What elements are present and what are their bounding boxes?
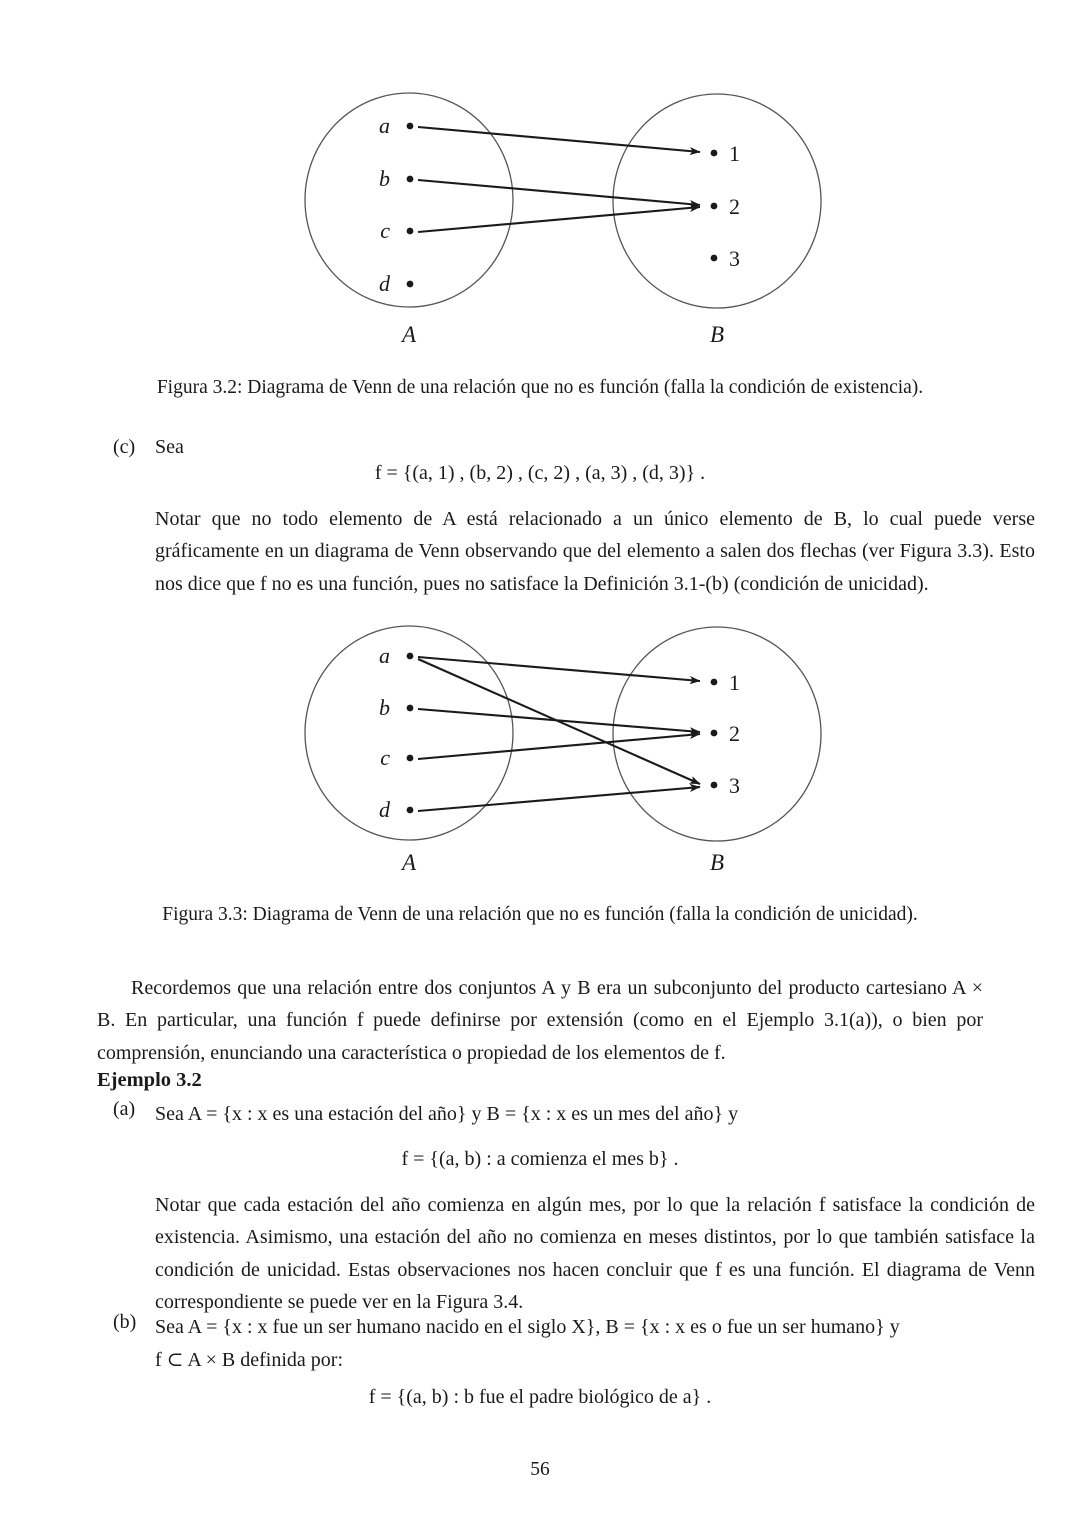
set-label-b: B — [709, 322, 725, 347]
figure-3-3-caption: Figura 3.3: Diagrama de Venn de una relación que no es función (falla la condición de unicidad). — [162, 904, 918, 925]
item-c-paragraph: Notar que no todo elemento de A está relacionado a un único elemento de B, lo cual puede verse gráficamente en un diagrama de Venn observando que del elemento a salen dos flechas (ver Figura 3.3). Esto nos dice que f no es una función, pues no satisface la Definición 3.1-(b) (condición de unicidad). — [155, 508, 1035, 595]
element-label-2: 2 — [729, 721, 740, 746]
element-dot-d — [407, 281, 414, 288]
element-dot-b — [407, 705, 414, 712]
element-label-d: d — [379, 271, 390, 296]
item-b-formula: f = {(a, b) : b fue el padre biológico de a} . — [368, 1386, 712, 1408]
element-dot-c — [407, 228, 414, 235]
element-label-b: b — [379, 166, 390, 191]
element-label-a: a — [379, 643, 390, 668]
set-label-b: B — [709, 850, 725, 875]
element-label-a: a — [379, 113, 390, 138]
item-c-formula: f = {(a, 1) , (b, 2) , (c, 2) , (a, 3) , (d, 3)} . — [374, 462, 706, 484]
arrow-b-to-2 — [418, 180, 700, 205]
element-dot-b — [407, 176, 414, 183]
figure-3-2 — [0, 80, 1080, 355]
element-dot-d — [407, 807, 414, 814]
item-b-text-line2: f ⊂ A × B definida por: — [155, 1349, 344, 1371]
element-label-1: 1 — [729, 141, 740, 166]
element-dot-a — [407, 653, 414, 660]
item-c-marker: (c) — [113, 436, 136, 458]
element-dot-3 — [711, 782, 718, 789]
item-a-text: Sea A = {x : x es una estación del año} y B = {x : x es un mes del año} y — [155, 1103, 739, 1125]
set-label-a: A — [401, 322, 417, 347]
element-dot-c — [407, 755, 414, 762]
venn-diagram-3-2 — [0, 80, 1080, 355]
arrow-d-to-3 — [418, 787, 700, 811]
figure-3-2-caption: Figura 3.2: Diagrama de Venn de una relación que no es función (falla la condición de existencia). — [156, 377, 924, 398]
element-dot-1 — [711, 679, 718, 686]
element-dot-a — [407, 123, 414, 130]
item-a-paragraph: Notar que cada estación del año comienza en algún mes, por lo que la relación f satisface la condición de existencia. Asimismo, una estación del año no comienza en meses distintos, por lo que también satisface la condición de unicidad. Estas observaciones nos hacen concluir que f es una función. El diagrama de Venn correspondiente se puede ver en la Figura 3.4. — [155, 1194, 1035, 1314]
element-label-3: 3 — [729, 773, 740, 798]
item-b-marker: (b) — [113, 1311, 137, 1333]
ejemplo-3-2-heading: Ejemplo 3.2 — [97, 1069, 202, 1091]
element-dot-2 — [711, 203, 718, 210]
item-c-lead: Sea — [155, 436, 184, 458]
element-label-1: 1 — [729, 670, 740, 695]
element-label-3: 3 — [729, 246, 740, 271]
venn-diagram-3-3 — [0, 608, 1080, 883]
item-a-marker: (a) — [113, 1098, 136, 1120]
item-a-formula: f = {(a, b) : a comienza el mes b} . — [401, 1148, 679, 1170]
arrow-c-to-2 — [418, 207, 700, 232]
element-dot-3 — [711, 255, 718, 262]
element-label-b: b — [379, 695, 390, 720]
element-label-c: c — [380, 218, 390, 243]
arrow-a-to-1 — [418, 127, 700, 152]
recap-paragraph: Recordemos que una relación entre dos conjuntos A y B era un subconjunto del producto cartesiano A × B. En particular, una función f puede definirse por extensión (como en el Ejemplo 3.1(a)), o bien por comprensión, enunciando una característica o propiedad de los elementos de f. — [97, 977, 983, 1064]
element-dot-1 — [711, 150, 718, 157]
element-dot-2 — [711, 730, 718, 737]
arrow-c-to-2 — [418, 734, 700, 759]
figure-3-3 — [0, 608, 1080, 883]
set-label-a: A — [401, 850, 417, 875]
element-label-d: d — [379, 797, 390, 822]
page-number: 56 — [530, 1459, 550, 1480]
element-label-2: 2 — [729, 194, 740, 219]
element-label-c: c — [380, 745, 390, 770]
item-b-text-line1: Sea A = {x : x fue un ser humano nacido en el siglo X}, B = {x : x es o fue un ser humano} y — [155, 1316, 900, 1338]
arrow-b-to-2 — [418, 709, 700, 732]
